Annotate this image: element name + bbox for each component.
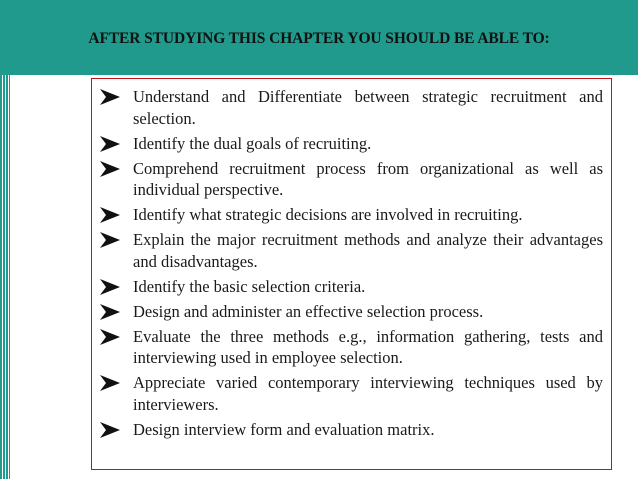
objective-text: Design and administer an effective selection process. [133, 301, 484, 321]
arrow-bullet-icon [98, 205, 122, 225]
list-item [98, 301, 603, 323]
list-item [98, 204, 603, 226]
objective-text: Explain the major recruitment methods and analyze their advantages and disadvantages. [133, 230, 603, 271]
objective-text: Appreciate varied contemporary interviewing techniques used by interviewers. [133, 373, 603, 414]
objective-text: Comprehend recruitment process from organizational as well as individual perspective. [133, 158, 603, 199]
left-stripe-decoration [0, 75, 10, 479]
objective-text: Identify the dual goals of recruiting. [133, 133, 372, 153]
arrow-bullet-icon [98, 87, 122, 107]
objective-text: Identify what strategic decisions are involved in recruiting. [133, 205, 523, 224]
list-item [98, 419, 603, 441]
list-item [98, 276, 603, 298]
objectives-list [98, 86, 603, 479]
arrow-bullet-icon [98, 230, 122, 250]
arrow-bullet-icon [98, 420, 122, 440]
objective-text: Evaluate the three methods e.g., information gathering, tests and interviewing used in employee selection. [133, 326, 603, 367]
arrow-bullet-icon [98, 277, 122, 297]
slide-title: AFTER STUDYING THIS CHAPTER YOU SHOULD BE ABLE TO: [88, 30, 550, 47]
list-item [98, 158, 603, 201]
list-item [98, 86, 603, 129]
arrow-bullet-icon [98, 159, 122, 179]
list-item [98, 133, 603, 155]
arrow-bullet-icon [98, 134, 122, 154]
arrow-bullet-icon [98, 373, 122, 393]
list-item [98, 372, 603, 415]
objective-text: Design interview form and evaluation matrix. [133, 419, 435, 439]
list-item [98, 229, 603, 272]
title-banner [0, 0, 638, 75]
objective-text: Understand and Differentiate between strategic recruitment and selection. [133, 87, 603, 128]
arrow-bullet-icon [98, 327, 122, 347]
arrow-bullet-icon [98, 302, 122, 322]
objective-text: Identify the basic selection criteria. [133, 276, 366, 296]
list-item [98, 326, 603, 369]
